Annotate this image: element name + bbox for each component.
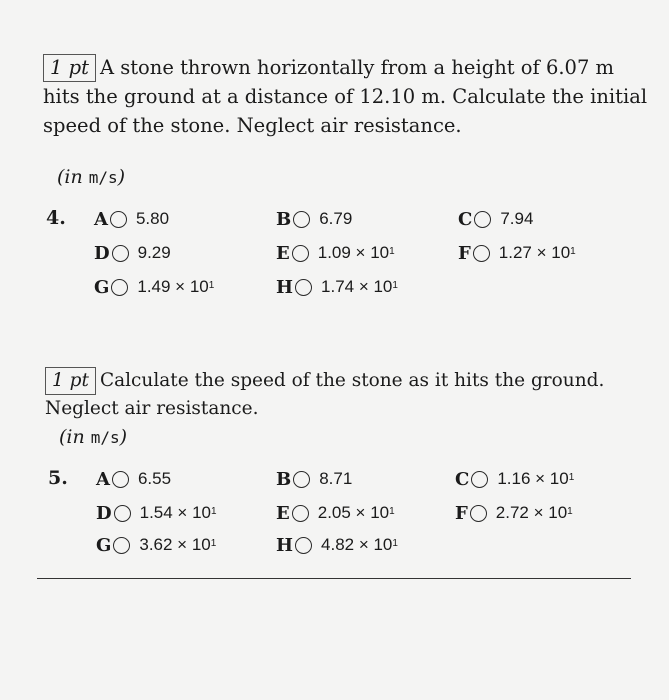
option-f[interactable]: F 1.27 × 10 $^1$ [458, 242, 576, 264]
option-e[interactable]: E 1.09 × 10 $^1$ [276, 242, 395, 264]
unit-label: (in m/s) [57, 166, 126, 188]
radio-icon[interactable] [293, 211, 310, 228]
question-text: A stone thrown horizontally from a height of 6.07 m hits the ground at a distance of 12.10 m. Calculate the initial speed of the stone. Neglect air resistance. [43, 56, 648, 137]
option-h[interactable]: H 1.74 × 10 $^1$ [276, 276, 398, 298]
option-a[interactable]: A 6.55 [96, 468, 172, 490]
option-g[interactable]: G 1.49 × 10 $^1$ [94, 276, 215, 298]
option-d[interactable]: D 9.29 [94, 242, 171, 264]
unit-label: (in m/s) [59, 426, 128, 448]
radio-icon[interactable] [112, 471, 129, 488]
points-badge: 1 pt [45, 367, 96, 395]
option-d[interactable]: D 1.54 × 10 $^1$ [96, 502, 217, 524]
option-f[interactable]: F 2.72 × 10 $^1$ [455, 502, 573, 524]
option-g[interactable]: G 3.62 × 10 $^1$ [96, 534, 217, 556]
question-number: 5. [48, 467, 68, 489]
option-e[interactable]: E 2.05 × 10 $^1$ [276, 502, 395, 524]
radio-icon[interactable] [110, 211, 127, 228]
radio-icon[interactable] [295, 537, 312, 554]
radio-icon[interactable] [470, 505, 487, 522]
question-number: 4. [46, 207, 66, 229]
radio-icon[interactable] [292, 245, 309, 262]
radio-icon[interactable] [474, 211, 491, 228]
option-b[interactable]: B 6.79 [276, 208, 353, 230]
radio-icon[interactable] [114, 505, 131, 522]
option-c[interactable]: C 1.16 × 10 $^1$ [455, 468, 575, 490]
radio-icon[interactable] [292, 505, 309, 522]
radio-icon[interactable] [471, 471, 488, 488]
question-5-prompt [45, 367, 655, 423]
radio-icon[interactable] [473, 245, 490, 262]
option-a[interactable]: A 5.80 [94, 208, 170, 230]
question-4-prompt [43, 53, 653, 140]
radio-icon[interactable] [293, 471, 310, 488]
radio-icon[interactable] [112, 245, 129, 262]
option-c[interactable]: C 7.94 [458, 208, 534, 230]
radio-icon[interactable] [111, 279, 128, 296]
radio-icon[interactable] [113, 537, 130, 554]
points-badge: 1 pt [43, 54, 96, 82]
question-text: Calculate the speed of the stone as it hits the ground. Neglect air resistance. [45, 370, 605, 419]
divider [37, 578, 631, 579]
option-b[interactable]: B 8.71 [276, 468, 353, 490]
option-h[interactable]: H 4.82 × 10 $^1$ [276, 534, 398, 556]
radio-icon[interactable] [295, 279, 312, 296]
